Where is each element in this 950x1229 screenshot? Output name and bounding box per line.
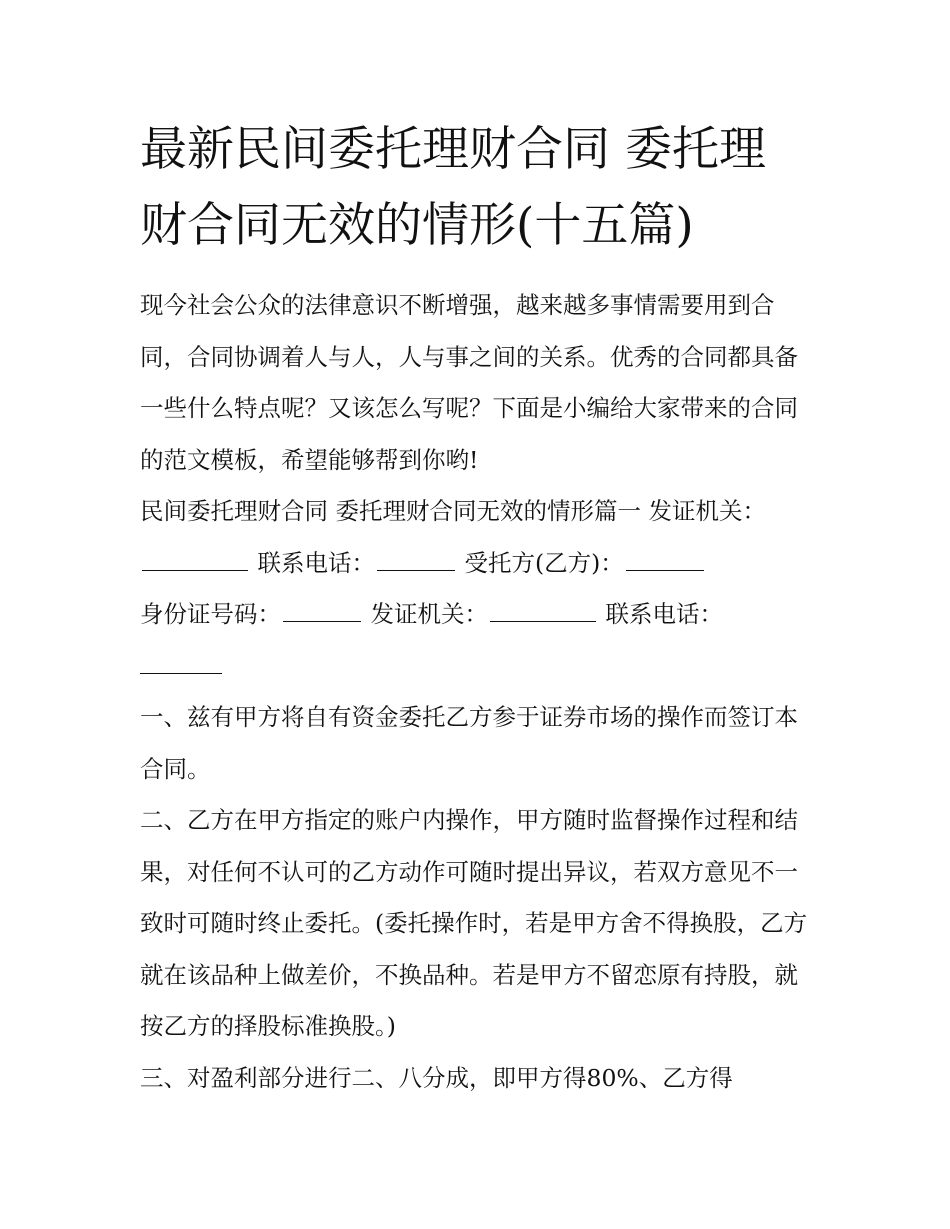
field-label-id-number: 身份证号码： [140,600,281,628]
blank-line [142,548,248,571]
clause-2: 二、乙方在甲方指定的账户内操作，甲方随时监督操作过程和结果，对任何不认可的乙方动作可随时提出异议，若双方意见不一致时可随时终止委托。(委托操作时，若是甲方舍不得换股，乙方就在该品种上做差价，不换品种。若是甲方不留恋原有持股，就按乙方的择股标准换股。) [140,806,808,1040]
field-label-contact-phone-1: 联系电话： [257,548,375,577]
clause-3: 三、对盈利部分进行二、八分成，即甲方得80%、乙方得 [140,1063,733,1092]
section-heading: 民间委托理财合同 委托理财合同无效的情形篇一 发证机关： [140,497,766,525]
document-title: 最新民间委托理财合同 委托理财合同无效的情形(十五篇) [140,122,766,253]
blank-line [490,599,596,622]
field-label-contact-phone-2: 联系电话： [605,600,723,628]
blank-line [377,548,455,571]
blank-line [283,599,361,622]
document-page [140,112,812,1104]
intro-paragraph: 现今社会公众的法律意识不断增强，越来越多事情需要用到合同，合同协调着人与人，人与事之间的关系。优秀的合同都具备一些什么特点呢？又该怎么写呢？下面是小编给大家带来的合同的范文模板，希望能够帮到你哟! [140,291,798,474]
field-label-trustee: 受托方(乙方)： [464,548,624,577]
clause-1: 一、兹有甲方将自有资金委托乙方参于证券市场的操作而签订本合同。 [140,703,798,783]
blank-line [626,548,704,571]
field-label-issuing-authority: 发证机关： [370,600,488,628]
blank-line [140,651,222,674]
form-fields [140,538,812,693]
